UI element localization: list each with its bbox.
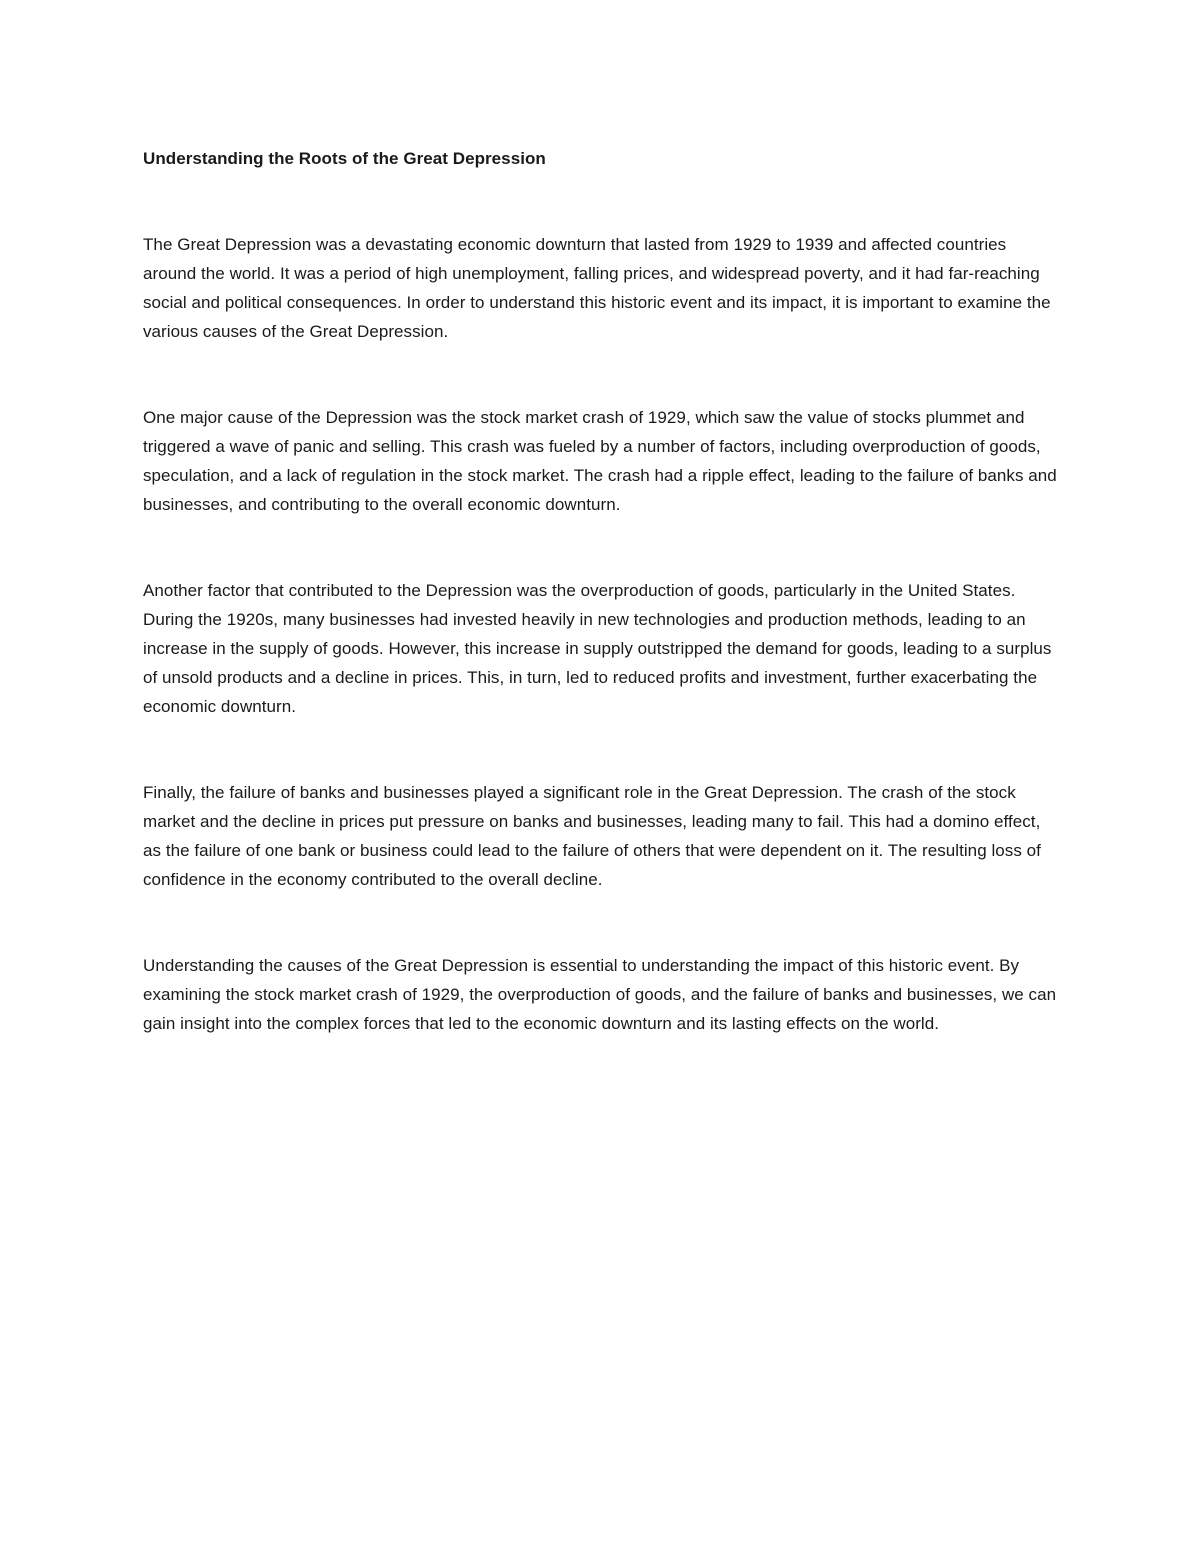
paragraph-introduction: The Great Depression was a devastating economic downturn that lasted from 1929 to 1939 and affected countries around the world. It was a period of high unemployment, falling prices, and widespread poverty, and it had far-reaching social and political consequences. In order to understand this historic event and its impact, it is important to examine the various causes of the Great Depression. bbox=[143, 235, 1051, 341]
paragraph-stock-market-crash: One major cause of the Depression was the stock market crash of 1929, which saw the value of stocks plummet and triggered a wave of panic and selling. This crash was fueled by a number of factors, including overproduction of goods, speculation, and a lack of regulation in the stock market. The crash had a ripple effect, leading to the failure of banks and businesses, and contributing to the overall economic downturn. bbox=[143, 408, 1057, 514]
paragraph-conclusion: Understanding the causes of the Great Depression is essential to understanding the impact of this historic event. By examining the stock market crash of 1929, the overproduction of goods, and the failure of banks and businesses, we can gain insight into the complex forces that led to the economic downturn and its lasting effects on the world. bbox=[143, 956, 1057, 1033]
document-body bbox=[143, 144, 1063, 1095]
paragraph-overproduction: Another factor that contributed to the Depression was the overproduction of goods, particularly in the United States. During the 1920s, many businesses had invested heavily in new technologies and production methods, leading to an increase in the supply of goods. However, this increase in supply outstripped the demand for goods, leading to a surplus of unsold products and a decline in prices. This, in turn, led to reduced profits and investment, further exacerbating the economic downturn. bbox=[143, 581, 1052, 716]
paragraph-bank-failures: Finally, the failure of banks and businesses played a significant role in the Great Depression. The crash of the stock market and the decline in prices put pressure on banks and businesses, leading many to fail. This had a domino effect, as the failure of one bank or business could lead to the failure of others that were dependent on it. The resulting loss of confidence in the economy contributed to the overall decline. bbox=[143, 783, 1041, 889]
document-title: Understanding the Roots of the Great Depression bbox=[143, 149, 546, 168]
